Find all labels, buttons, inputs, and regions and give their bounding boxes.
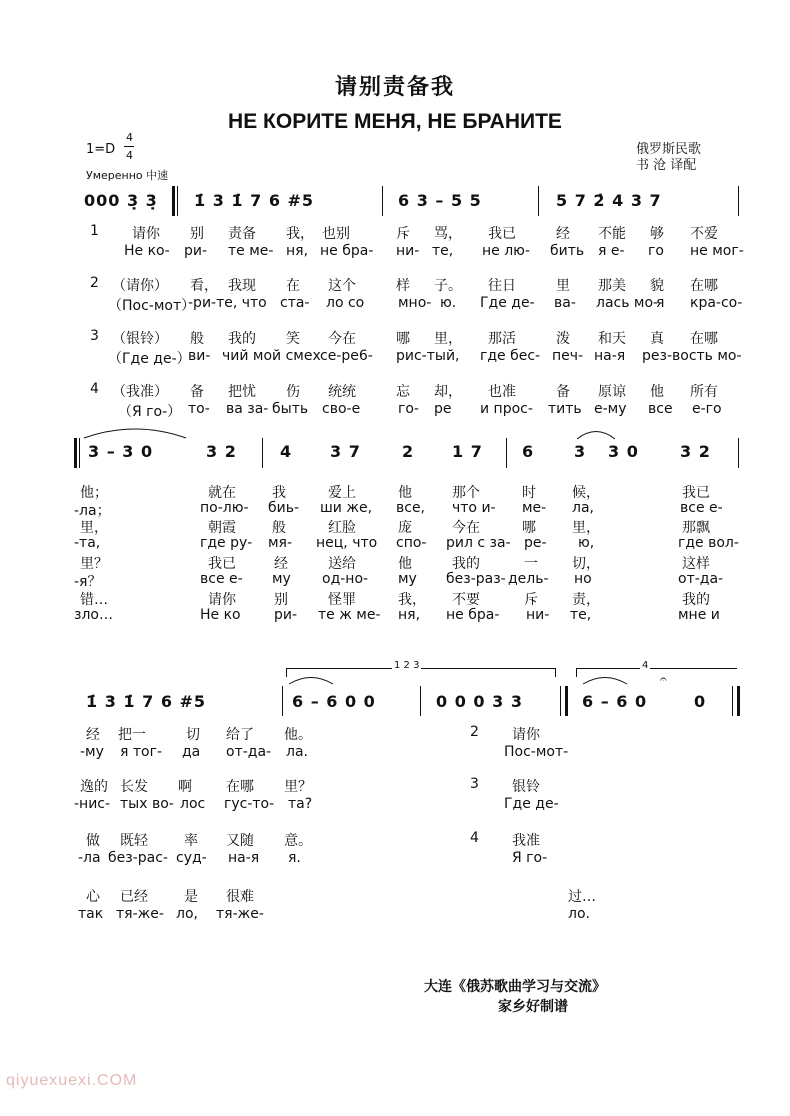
- barline: [177, 186, 178, 216]
- time-denominator: 4: [126, 149, 133, 162]
- volta-label-4: 4: [642, 660, 649, 671]
- repeat-end-barline: [565, 686, 568, 716]
- repeat-start-barline: [172, 186, 175, 216]
- credit-translator: 书 沧 译配: [636, 158, 697, 173]
- score-maker-line-2: 家乡好制谱: [498, 999, 568, 1015]
- measure-6d-notes: 1 7: [452, 442, 483, 461]
- measure-6c-notes: 2: [402, 442, 415, 461]
- barline: [506, 438, 507, 468]
- song-title-russian: НЕ КОРИТЕ МЕНЯ, НЕ БРАНИТЕ: [228, 110, 562, 133]
- barline: [738, 186, 739, 216]
- measure-10-notes: 0 0 0 3 3: [436, 692, 523, 711]
- barline: [738, 438, 739, 468]
- volta-label-1-2-3: 1 2 3: [394, 660, 420, 671]
- key-signature: 1=D: [86, 142, 116, 157]
- slur-mark: [80, 424, 190, 442]
- barline: [420, 686, 421, 716]
- measure-7c-notes: 3 0: [608, 442, 639, 461]
- final-barline: [737, 686, 740, 716]
- measure-4-notes: 5 7 2̇ 4 3 7: [556, 191, 662, 210]
- measure-6b-notes: 3 7: [330, 442, 361, 461]
- measure-9-notes: 6 – 6 0 0: [292, 692, 376, 711]
- measure-6a-notes: 4: [280, 442, 293, 461]
- song-title-chinese: 请别责备我: [334, 74, 455, 100]
- measure-7a-notes: 6: [522, 442, 535, 461]
- time-divider: [124, 146, 134, 147]
- measure-5-notes: 3 – 3 0: [88, 442, 154, 461]
- repeat-barline: [74, 438, 77, 468]
- measure-8-notes: 1̇ 3 1̇ 7 6 #5: [86, 692, 207, 711]
- barline: [282, 686, 283, 716]
- barline: [79, 438, 80, 468]
- fermata-icon: 𝄐: [660, 672, 667, 686]
- tempo-marking: Умеренно 中速: [86, 169, 169, 182]
- time-numerator: 4: [126, 131, 133, 144]
- slur-mark: [286, 672, 336, 686]
- measure-1-notes: 000 3̣ 3̣: [84, 191, 158, 210]
- measure-2-notes: 1̇ 3 1̇ 7 6 #5: [194, 191, 315, 210]
- slur-mark: [580, 672, 630, 686]
- measure-11b-notes: 0: [694, 692, 707, 711]
- barline: [382, 186, 383, 216]
- measure-7d-notes: 3 2: [680, 442, 711, 461]
- measure-11-notes: 6 – 6 0: [582, 692, 648, 711]
- measure-7b-notes: 3: [574, 442, 587, 461]
- score-maker-line-1: 大连《俄苏歌曲学习与交流》: [424, 979, 606, 995]
- site-watermark: qiyuexuexi.COM: [6, 1072, 138, 1089]
- measure-5b-notes: 3 2: [206, 442, 237, 461]
- barline: [732, 686, 733, 716]
- credit-origin: 俄罗斯民歌: [636, 142, 702, 157]
- barline: [538, 186, 539, 216]
- measure-3-notes: 6 3 – 5 5: [398, 191, 482, 210]
- barline: [560, 686, 561, 716]
- slur-mark: [574, 426, 618, 442]
- barline: [262, 438, 263, 468]
